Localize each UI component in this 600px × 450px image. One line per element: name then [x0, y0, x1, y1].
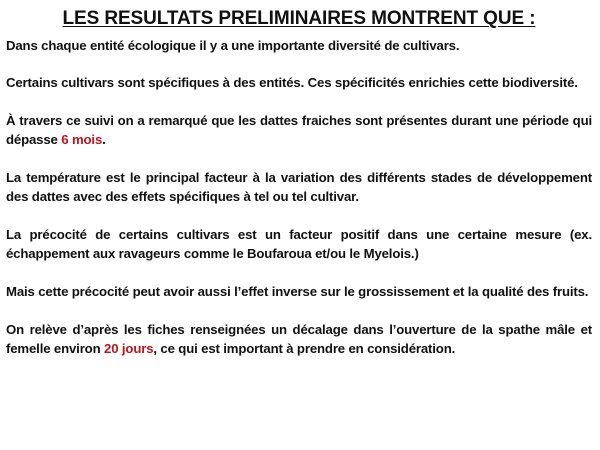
paragraph-specific-cultivars: Certains cultivars sont spécifiques à des entités. Ces spécificités enrichies cette biodiversité. [6, 75, 578, 90]
slide-title: LES RESULTATS PRELIMINAIRES MONTRENT QUE : [62, 8, 536, 29]
paragraph-temperature: La température est le principal facteur à la variation des différents stades de développement des dattes avec des effets spécifiques à tel ou tel cultivar. [6, 170, 592, 204]
highlight-days: 20 jours [104, 341, 154, 356]
paragraph-precocity-inverse: Mais cette précocité peut avoir aussi l’effet inverse sur le grossissement et la qualité des fruits. [6, 284, 589, 299]
paragraph-spathe-offset [6, 320, 592, 358]
paragraph-diversity: Dans chaque entité écologique il y a une importante diversité de cultivars. [6, 38, 460, 53]
paragraph-fresh-dates-text: À travers ce suivi on a remarqué que les dattes fraiches sont présentes durant une période qui dépasse [6, 113, 592, 147]
highlight-duration: 6 mois [61, 132, 103, 147]
paragraph-spathe-offset-end: , ce qui est important à prendre en considération. [153, 341, 456, 356]
paragraph-fresh-dates-end: . [102, 132, 106, 147]
paragraph-precocity-positive: La précocité de certains cultivars est un facteur positif dans une certaine mesure (ex. échappement aux ravageurs comme le Boufaroua et/ou le Myelois.) [6, 227, 592, 261]
paragraph-fresh-dates [6, 111, 592, 149]
paragraph-spathe-offset-text: On relève d’après les fiches renseignées un décalage dans l’ouverture de la spathe mâle et femelle environ [6, 322, 592, 356]
